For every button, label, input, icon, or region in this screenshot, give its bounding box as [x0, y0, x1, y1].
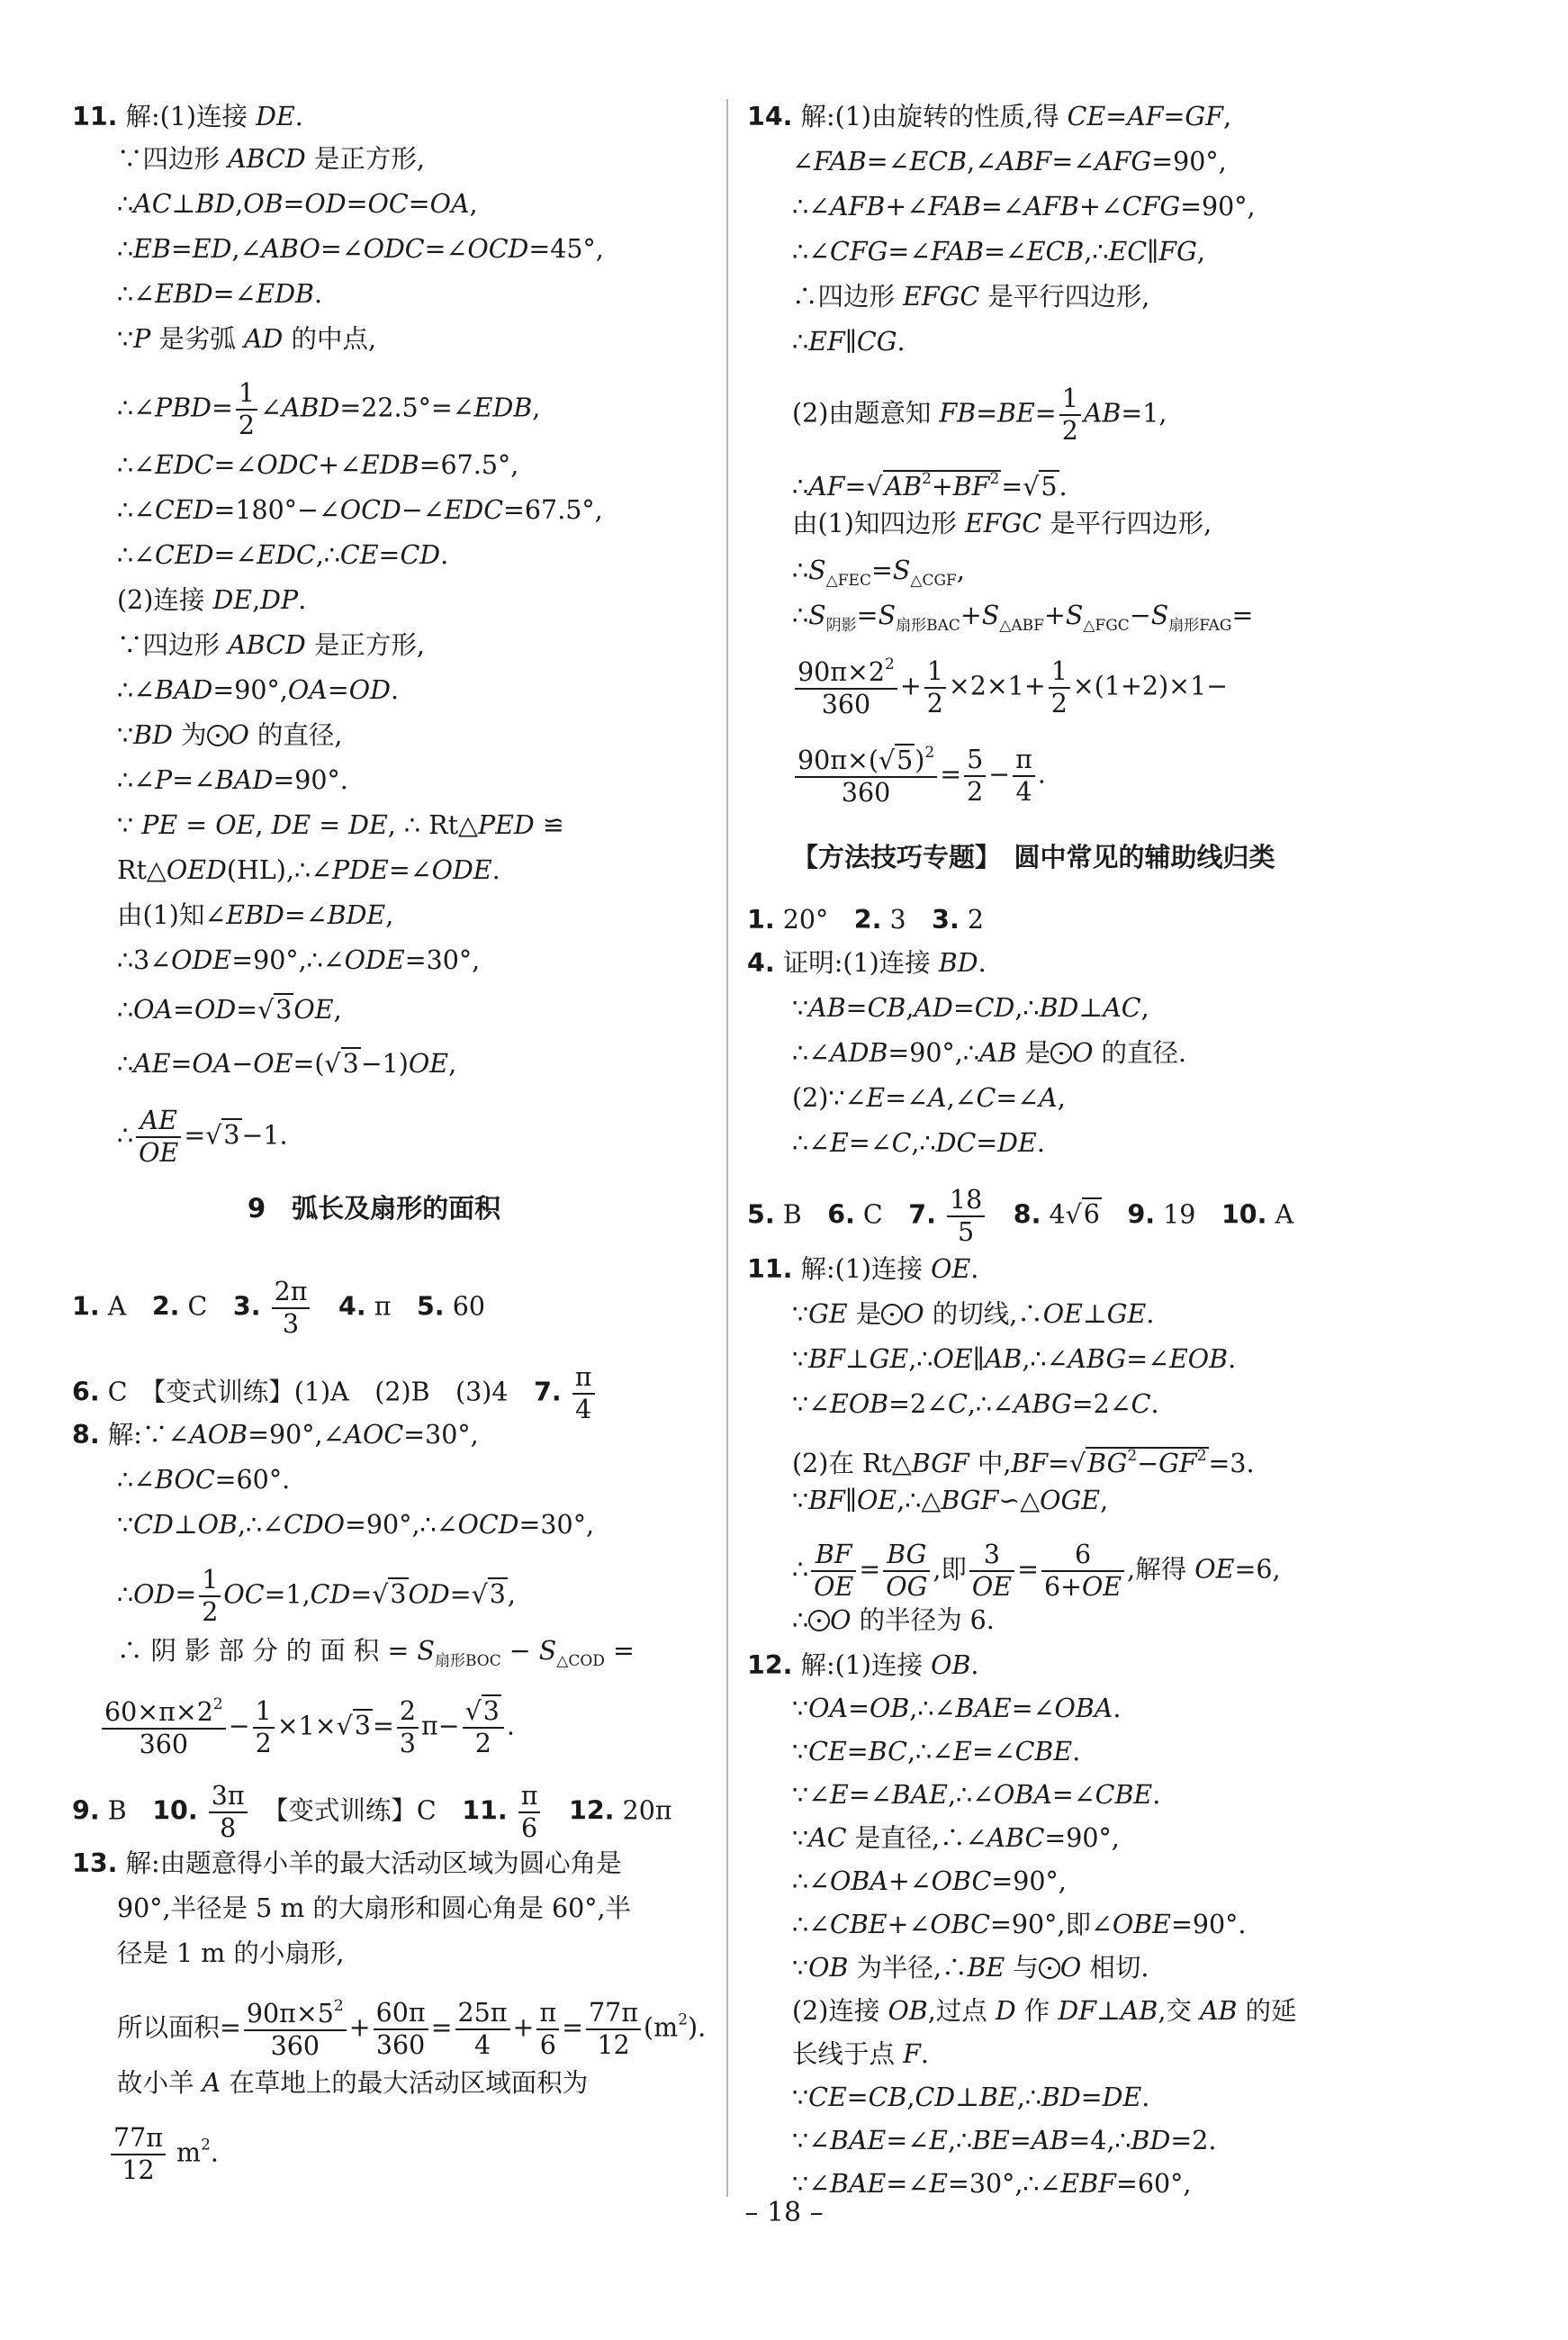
answer-line: ∴∠BAD=90°,OA=OD. [117, 675, 399, 705]
answer-line: ∵CE=CB,CD⊥BE,∴BD=DE. [792, 2083, 1150, 2112]
answer-line: ∵P 是劣弧 AD 的中点, [117, 324, 377, 354]
answer-line: ∠FAB=∠ECB,∠ABF=∠AFG=90°, [792, 147, 1227, 176]
answer-line: $\therefore S_{\triangle FEC}=S_{\triangle CGF}$, [792, 556, 965, 590]
answer-line: 90°,半径是 5 m 的大扇形和圆心角是 60°,半 [117, 1893, 632, 1923]
answer-line: ∵OA=OB,∴∠BAE=∠OBA. [792, 1694, 1122, 1723]
answer-line: 8. 解:∵∠AOB=90°,∠AOC=30°, [72, 1420, 479, 1450]
answer-line: $\therefore S_{阴影}=S_{扇形BAC}+S_{\triangle ABF}+S_{\triangle FGC}-S_{扇形FAG}=$ [792, 601, 1254, 635]
answer-line: $\frac{60\times\pi\times 2^2}{360}$ − $\frac{1}{2}$ ×1×√3= $\frac{2}{3}$ π− $\frac{√3}{2}$ . [99, 1697, 515, 1758]
answer-line: ∴∠PBD= $\frac{1}{2}$ ∠ABD=22.5°=∠EDB, [117, 378, 541, 440]
circle-dot-icon [207, 725, 229, 746]
answer-line: 11. 解:(1)连接 DE. [72, 102, 303, 131]
answer-line: 由(1)知∠EBD=∠BDE, [117, 900, 394, 930]
answer-line: ∴∠ADB=90°,∴AB 是 O 的直径. [792, 1038, 1187, 1068]
answer-line: ∴∠AFB+∠FAB=∠AFB+∠CFG=90°, [792, 192, 1256, 221]
answer-line: (2)连接 DE,DP. [117, 585, 307, 615]
answer-line: (2)连接 OB,过点 D 作 DF⊥AB,交 AB 的延 [792, 1996, 1297, 2026]
answer-line: ∵OB 为半径,∴BE 与 O 相切. [792, 1953, 1149, 1983]
answer-line: ∴AE=OA−OE=(√3−1)OE, [117, 1049, 457, 1079]
answer-line: ∴EF∥CG. [792, 327, 906, 357]
section-heading: 9 弧长及扇形的面积 [248, 1193, 501, 1224]
page-number: – 18 – [744, 2197, 824, 2228]
answer-line: 1. 20° 2. 3 3. 2 [747, 905, 984, 935]
answer-line: $\frac{77\pi}{12}$ $m^2$. [108, 2125, 219, 2184]
answer-line: ∴∠EBD=∠EDB. [117, 279, 323, 309]
answer-line: ∴∠P=∠BAD=90°. [117, 765, 348, 795]
answer-line: ∵CD⊥OB,∴∠CDO=90°,∴∠OCD=30°, [117, 1510, 595, 1540]
answer-line: ∴∠BOC=60°. [117, 1465, 291, 1495]
answer-line: ∵BD 为 O 的直径, [117, 720, 343, 750]
answer-line: (2)由题意知 FB=BE= $\frac{1}{2}$ AB=1, [792, 384, 1167, 446]
answer-line: ∴∠CED=∠EDC,∴CE=CD. [117, 540, 449, 570]
answer-line: (2)∵∠E=∠A,∠C=∠A, [792, 1083, 1066, 1113]
answer-line: ∴3∠ODE=90°,∴∠ODE=30°, [117, 945, 481, 975]
answer-line: ∵AB=CB,AD=CD,∴BD⊥AC, [792, 993, 1149, 1023]
answer-line: 9. B 10. $\frac{3\pi}{8}$ 【变式训练】C 11. $\frac{\pi}{6}$ 12. 20π [72, 1781, 672, 1843]
answer-line: ∵∠EOB=2∠C,∴∠ABG=2∠C. [792, 1389, 1159, 1419]
answer-line: ∵∠BAE=∠E,∴BE=AB=4,∴BD=2. [792, 2126, 1217, 2155]
circle-dot-icon [1039, 1957, 1060, 1979]
answer-line: ∴ $\frac{AE}{OE}$ =√3−1. [117, 1106, 288, 1168]
answer-line: 6. C 【变式训练】(1)A (2)B (3)4 7. $\frac{\pi}{4}$ [72, 1364, 598, 1423]
answer-line: ∵GE 是 O 的切线,∴OE⊥GE. [792, 1299, 1155, 1329]
answer-line: ∴∠E=∠C,∴DC=DE. [792, 1128, 1045, 1158]
answer-line: ∵ PE = OE, DE = DE, ∴ Rt△PED ≌ [117, 810, 564, 840]
circle-dot-icon [881, 1304, 903, 1325]
circle-dot-icon [808, 1610, 830, 1631]
answer-line: ∵BF∥OE,∴△BGF∽△OGE, [792, 1486, 1109, 1515]
answer-line: ∴∠EDC=∠ODC+∠EDB=67.5°, [117, 450, 519, 480]
column-divider [726, 99, 728, 2197]
answer-line: 12. 解:(1)连接 OB. [747, 1650, 979, 1680]
answer-line: ∴ 阴 影 部 分 的 面 积 = $S_{扇形BOC} - S_{\triangle COD}$ = [117, 1636, 635, 1670]
answer-line: ∵BF⊥GE,∴OE∥AB,∴∠ABG=∠EOB. [792, 1344, 1237, 1374]
answer-line: Rt△OED(HL),∴∠PDE=∠ODE. [117, 855, 500, 885]
answer-line: $\therefore AF=√AB^2+BF^2=√5$. [792, 470, 1068, 501]
answer-line: 由(1)知四边形 EFGC 是平行四边形, [792, 509, 1212, 538]
answer-line: ∴∠CBE+∠OBC=90°,即∠OBE=90°. [792, 1910, 1247, 1939]
answer-line: 14. 解:(1)由旋转的性质,得 CE=AF=GF, [747, 102, 1232, 131]
answer-line: 故小羊 A 在草地上的最大活动区域面积为 [117, 2068, 589, 2098]
answer-line: 11. 解:(1)连接 OE. [747, 1254, 979, 1284]
answer-line: 5. B 6. C 7. $\frac{18}{5}$ 8. 4√6 9. 19 10. A [747, 1185, 1294, 1247]
answer-line: ∴OA=OD=√3OE, [117, 995, 342, 1025]
answer-line: ∴EB=ED,∠ABO=∠ODC=∠OCD=45°, [117, 234, 604, 264]
answer-line: ∴∠CFG=∠FAB=∠ECB,∴EC∥FG, [792, 237, 1205, 267]
answer-line: 长线于点 F. [792, 2039, 929, 2069]
answer-line: ∵∠E=∠BAE,∴∠OBA=∠CBE. [792, 1780, 1161, 1810]
answer-line: ∵AC 是直径,∴∠ABC=90°, [792, 1823, 1120, 1853]
answer-line: ∴ O 的半径为 6. [792, 1605, 995, 1635]
answer-line: ∵四边形 ABCD 是正方形, [117, 144, 425, 174]
section-heading: 【方法技巧专题】 圆中常见的辅助线归类 [792, 842, 1275, 872]
answer-line: ∵四边形 ABCD 是正方形, [117, 630, 425, 660]
answer-line: 13. 解:由题意得小羊的最大活动区域为圆心角是 [72, 1848, 622, 1878]
answer-line: (2)在 Rt△BGF 中$,BF=√BG^2-GF^2=3$. [792, 1447, 1255, 1478]
answer-line: 1. A 2. C 3. $\frac{2\pi}{3}$ 4. π 5. 60 [72, 1277, 485, 1339]
answer-line: $\frac{90\pi\times 2^2}{360}$ + $\frac{1}{2}$ ×2×1+ $\frac{1}{2}$ ×(1+2)×1− [792, 657, 1228, 718]
answer-line: ∴OD= $\frac{1}{2}$ OC=1,CD=√3OD=√3, [117, 1565, 516, 1627]
answer-line: $\frac{90\pi\times(√5)^2}{360}$ = $\frac{5}{2}$ − $\frac{\pi}{4}$ . [792, 745, 1046, 807]
answer-line: ∵CE=BC,∴∠E=∠CBE. [792, 1737, 1081, 1766]
answer-line: 4. 证明:(1)连接 BD. [747, 948, 987, 978]
answer-line: ∴AC⊥BD,OB=OD=OC=OA, [117, 189, 478, 219]
answer-line: ∴ $\frac{BF}{OE}$ = $\frac{BG}{OG}$ ,即 $\frac{3}{OE}$ = $\frac{6}{6+OE}$ ,解得 OE=6, [792, 1540, 1281, 1602]
answer-line: ∴∠OBA+∠OBC=90°, [792, 1866, 1067, 1896]
answer-line: ∴∠CED=180°−∠OCD−∠EDC=67.5°, [117, 495, 603, 525]
answer-line: ∵∠BAE=∠E=30°,∴∠EBF=60°, [792, 2169, 1192, 2199]
answer-line: ∴四边形 EFGC 是平行四边形, [792, 282, 1150, 312]
circle-dot-icon [1050, 1043, 1072, 1064]
answer-line: 所以面积= $\frac{90\pi\times 5^2}{360}$ + $\frac{60\pi}{360}$ = $\frac{25\pi}{4}$ + $\frac{\pi}{6}$ = $\frac{77\pi}{12}$ $(m^2)$. [117, 1997, 707, 2061]
answer-line: 径是 1 m 的小扇形, [117, 1938, 345, 1968]
